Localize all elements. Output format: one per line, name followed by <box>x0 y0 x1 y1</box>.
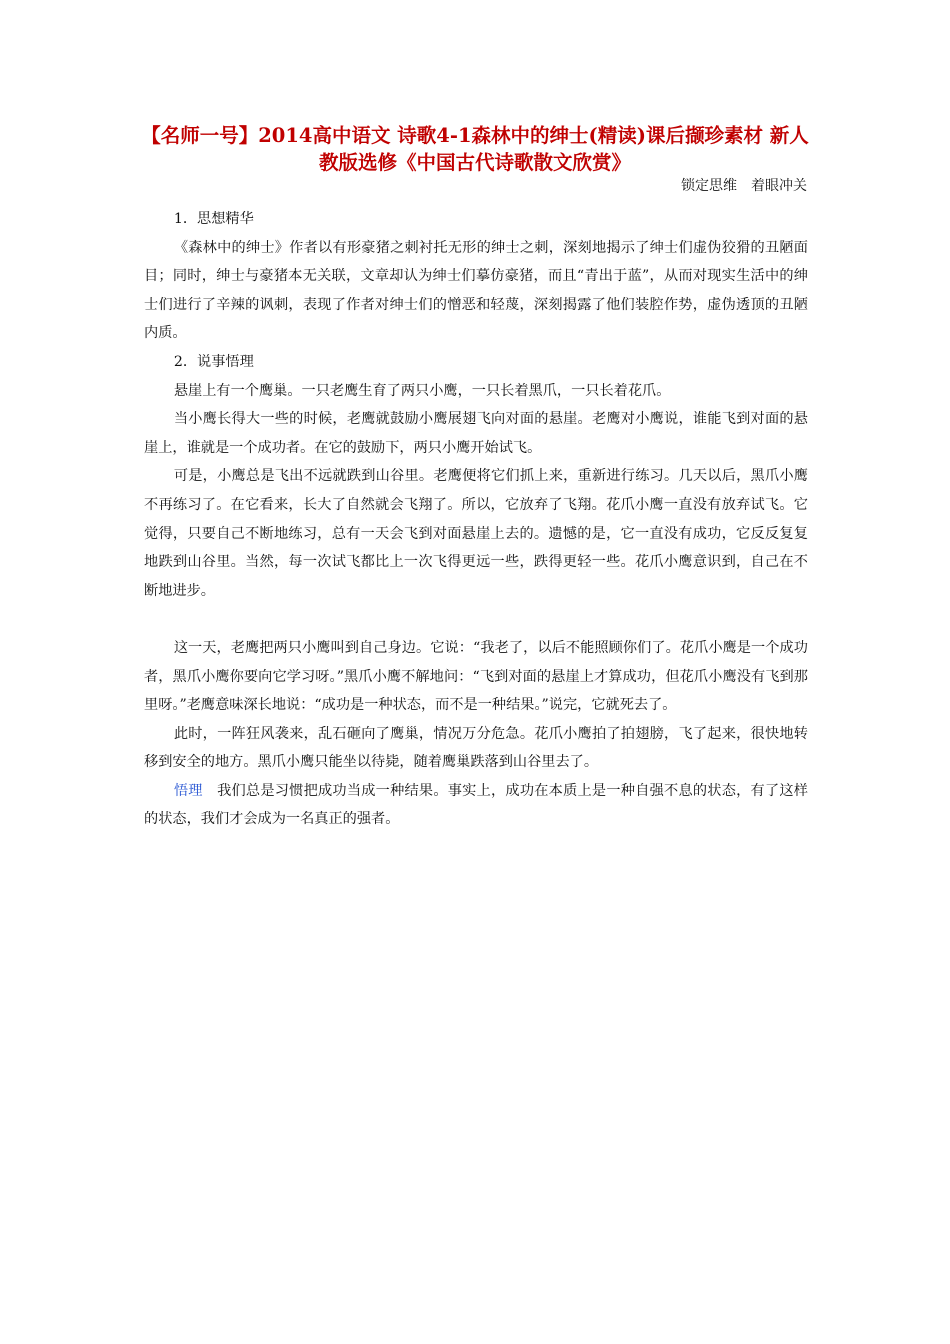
story-paragraph: 可是，小鹰总是飞出不远就跌到山谷里。老鹰便将它们抓上来，重新进行练习。几天以后，黑爪小鹰不再练习了。在它看来，长大了自然就会飞翔了。所以，它放弃了飞翔。花爪小鹰一直没有放弃试飞。它觉得，只要自己不断地练习，总有一天会飞到对面悬崖上去的。遗憾的是，它一直没有成功，它反反复复地跌到山谷里。当然，每一次试飞都比上一次飞得更远一些，跌得更轻一些。花爪小鹰意识到，自己在不断地进步。 <box>144 468 808 599</box>
section-heading-thought: 1．思想精华 <box>173 211 254 227</box>
insight-text: 我们总是习惯把成功当成一种结果。事实上，成功在本质上是一种自强不息的状态，有了这样的状态，我们才会成为一名真正的强者。 <box>144 782 808 828</box>
insight-paragraph <box>144 777 808 834</box>
section-heading-story: 2．说事悟理 <box>173 353 254 370</box>
story-paragraph: 悬崖上有一个鹰巢。一只老鹰生育了两只小鹰，一只长着黑爪，一只长着花爪。 <box>173 382 671 399</box>
document-title: 【名师一号】2014高中语文 诗歌4-1森林中的绅士(精读)课后撷珍素材 新人教版选修《中国古代诗歌散文欣赏》 <box>141 124 809 174</box>
insight-label: 悟理 <box>173 782 203 799</box>
document-motto: 锁定思维 着眼冲关 <box>681 178 807 194</box>
paragraph-thought: 《森林中的绅士》作者以有形豪猪之刺衬托无形的绅士之刺，深刻地揭示了绅士们虚伪狡猾的丑陋面目；同时，绅士与豪猪本无关联，文章却认为绅士们摹仿豪猪，而且“青出于蓝”，从而对现实生活中的绅士们进行了辛辣的讽刺，表现了作者对绅士们的憎恶和轻蔑，深刻揭露了他们装腔作势，虚伪透顶的丑陋内质。 <box>144 239 808 342</box>
paragraph-gap <box>144 605 808 634</box>
story-paragraph: 当小鹰长得大一些的时候，老鹰就鼓励小鹰展翅飞向对面的悬崖。老鹰对小鹰说，谁能飞到对面的悬崖上，谁就是一个成功者。在它的鼓励下，两只小鹰开始试飞。 <box>144 411 808 456</box>
document-body <box>144 205 808 834</box>
story-paragraph: 此时，一阵狂风袭来，乱石砸向了鹰巢，情况万分危急。花爪小鹰拍了拍翅膀，飞了起来，很快地转移到安全的地方。黑爪小鹰只能坐以待毙，随着鹰巢跌落到山谷里去了。 <box>144 725 808 771</box>
story-paragraph: 这一天，老鹰把两只小鹰叫到自己身边。它说：“我老了，以后不能照顾你们了。花爪小鹰是一个成功者，黑爪小鹰你要向它学习呀。”黑爪小鹰不解地问：“飞到对面的悬崖上才算成功，但花爪小鹰没有飞到那里呀。”老鹰意味深长地说：“成功是一种状态，而不是一种结果。”说完，它就死去了。 <box>144 639 808 714</box>
